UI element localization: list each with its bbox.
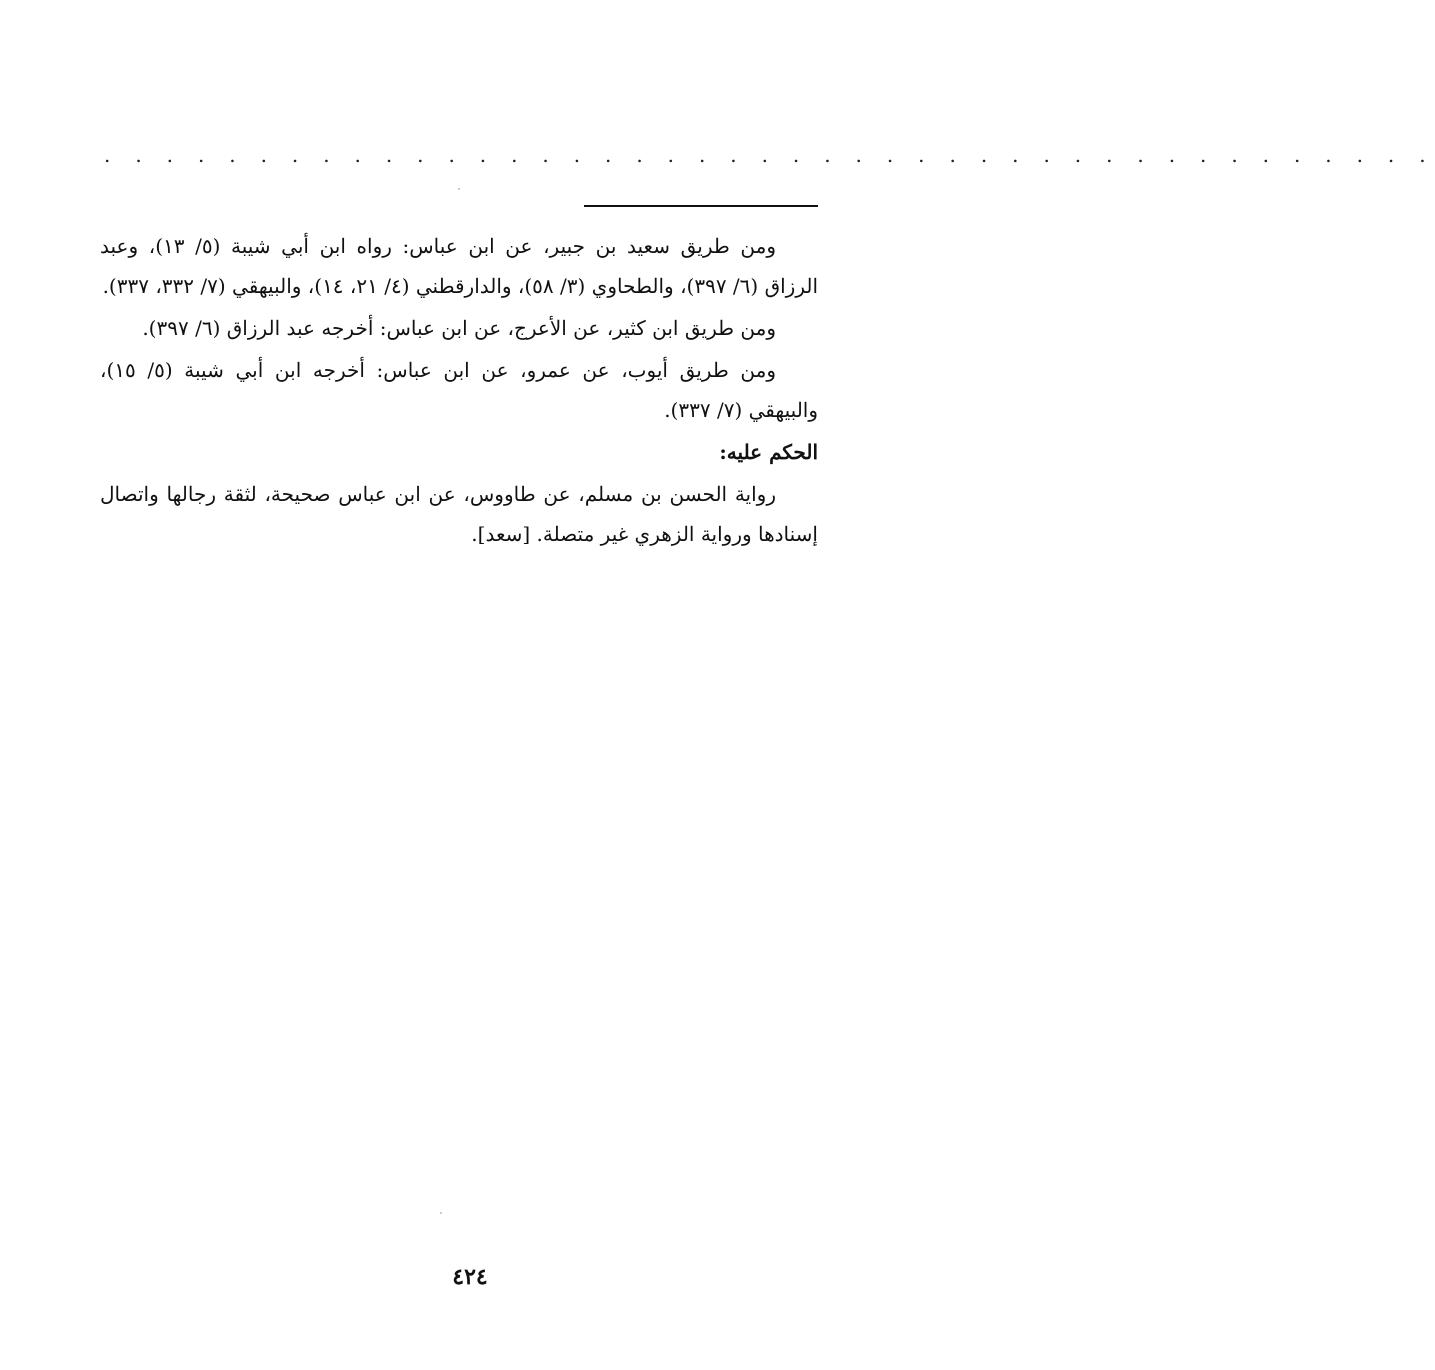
scan-speck xyxy=(458,188,460,190)
ruling-heading: الحكم عليه: xyxy=(719,440,818,464)
page-number: ٤٢٤ xyxy=(452,1264,488,1290)
footnote-rule xyxy=(584,205,818,207)
footnote-text xyxy=(100,226,818,556)
ruling-text: رواية الحسن بن مسلم، عن طاووس، عن ابن عباس صحيحة، لثقة رجالها واتصال إسنادها ورواية الزهري غير متصلة. [سعد]. xyxy=(100,482,818,546)
scan-speck xyxy=(440,1212,442,1214)
paragraph-ayyub: ومن طريق أيوب، عن عمرو، عن ابن عباس: أخرجه ابن أبي شيبة (٥/ ١٥)، والبيهقي (٧/ ٣٣٧). xyxy=(100,358,818,422)
paragraph-ibn-kathir: ومن طريق ابن كثير، عن الأعرج، عن ابن عباس: أخرجه عبد الرزاق (٦/ ٣٩٧). xyxy=(142,316,776,340)
paragraph-said-ibn-jubayr: ومن طريق سعيد بن جبير، عن ابن عباس: رواه ابن أبي شيبة (٥/ ١٣)، وعبد الرزاق (٦/ ٣٩٧)، والطحاوي (٣/ ٥٨)، والدارقطني (٤/ ٢١، ١٤)، والبيهقي (٧/ ٣٣٢، ٣٣٧). xyxy=(100,234,818,298)
dotted-separator: . . . . . . . . . . . . . . . . . . . . . . . . . . . . . . . . . . . . . . . . . . . xyxy=(104,143,1435,167)
